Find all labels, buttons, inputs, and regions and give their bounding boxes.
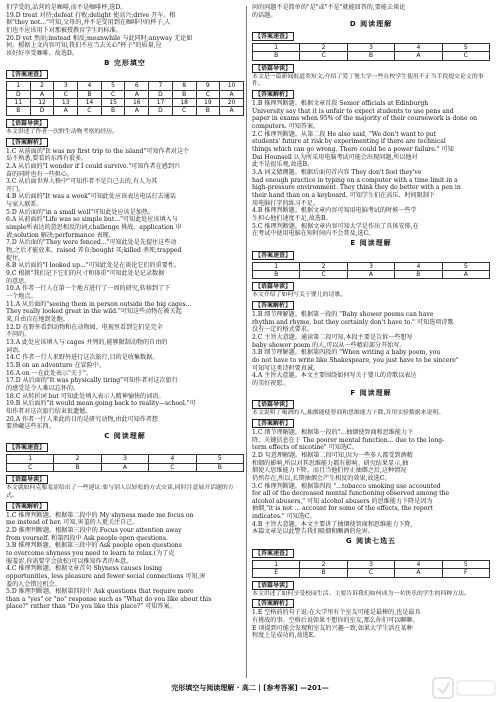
question-number-cell: 2 [54, 455, 101, 463]
answer-analysis-tag: 【答案解析】 [252, 599, 294, 608]
answer-cell: A [220, 90, 244, 98]
answer-quick-check-tag: 【答案速查】 [6, 70, 48, 79]
analysis-line: 5.D 推理判断题。根据第四段中 Ask questions that require more [6, 588, 194, 596]
answer-cell: A [54, 107, 78, 115]
section-c-title: C 阅读理解 [104, 431, 146, 440]
section-f-title: F 阅读理解 [350, 388, 392, 397]
answer-row [7, 463, 244, 471]
answer-cell: A [125, 107, 149, 115]
answer-cell: A [395, 569, 442, 577]
analysis-line: had enough practice in typing on a computer with a time limit in a [252, 176, 458, 184]
analysis-line: for all of the decreased mental functioning observed among the [252, 490, 450, 498]
question-number-cell: 11 [7, 99, 31, 107]
section-g-title: G 阅读七选五 [345, 537, 397, 546]
right-top-lines [252, 4, 490, 19]
analysis-line: 捉住。 [6, 254, 25, 262]
passage-guide-g: 本文讲述了如何享受校园生活。主要告诉我们如何成为一名快乐的学生的四种方法。 [252, 590, 470, 597]
analysis-line: simple所表达的意思相反的词,challenge 挑战。application 申 [6, 224, 182, 232]
analysis-line: paper in exams when 95% of the majority of their coursework is done on [252, 115, 478, 123]
answer-cell: B [172, 90, 196, 98]
passage-guide-c: 本文就如何克服羞涩给出了一些建议:要与别人以轻松的方式交谈,同时注意展开话题的方式。 [6, 485, 234, 499]
question-number-cell: 14 [78, 99, 102, 107]
analysis-line: 3.B 细节理解题。根据第四段的 "When writing a baby poem, you [252, 349, 441, 357]
question-number-cell: 3 [347, 43, 394, 51]
analysis-line: 2.C 主旨大意题。通读第二段可知,本段主要是告诉一些想写 [252, 334, 413, 341]
answer-analysis-tag: 【答案解析】 [6, 138, 48, 147]
analysis-line: 20.A 作者一行人来此的目的是研究动物,由此可知作者想 [6, 415, 159, 423]
answer-cell: A [347, 270, 394, 278]
analysis-line: 4.C 推理判断题。根据文章首句 Shyness causes losing [6, 565, 163, 573]
analysis-c [6, 512, 244, 612]
answer-row [253, 52, 490, 60]
analysis-line: from yourself. 和第四段中 Ask people open questions. [6, 534, 168, 542]
analysis-line: 奋的同时也有一些担心。 [6, 170, 74, 178]
analysis-line: 有挑战的事。空格后说如果不想你的室友,那么你们可以聊聊。 [252, 616, 419, 624]
answer-cell: F [442, 569, 489, 577]
analysis-line: 5.C 推理判断题。根据文章内容可知大学是作出了具体安排,在 [252, 222, 419, 230]
analysis-line: 13.A 此处应该填入与 cages 并列的,能够限制动物的自由的 [6, 338, 168, 346]
answer-cell: A [101, 463, 148, 471]
answer-cell: A [125, 90, 149, 98]
analysis-line: 此不是很乐观,故选B。 [252, 161, 314, 169]
question-number-cell: 1 [253, 43, 300, 51]
answer-analysis-tag: 【答案解析】 [6, 502, 48, 511]
analysis-line: 3.B 推理判断题。根据第三段中的 Ask people open questions [6, 542, 182, 550]
analysis-line: baby shower poem 的人,可以从一些精彩部分开始写。 [252, 341, 406, 349]
analysis-line: 8.B 从后面的"I looked up..."可知此处是在谈论它们的重要性。 [6, 262, 181, 270]
question-number-row [7, 82, 244, 90]
answer-row [253, 270, 490, 278]
analysis-line: 2.D 句意理解题。根据第二段可知,因为一些多人都受到酒精 [252, 451, 413, 459]
answer-cell: B [54, 463, 101, 471]
right-column [252, 4, 490, 640]
answer-table-b [6, 81, 244, 116]
analysis-line: their hand than on a keyboard. 可知学生们在高压、时间限制下 [252, 191, 436, 199]
passage-guide-tag: 【语篇导读】 [6, 475, 48, 484]
analysis-line: They really looked great in the wild."可知这些动物在被关起 [6, 308, 182, 316]
answer-analysis-tag: 【答案解析】 [252, 90, 294, 99]
question-number-cell: 2 [300, 43, 347, 51]
answer-cell: B [196, 107, 220, 115]
question-number-cell: 3 [101, 455, 148, 463]
question-number-cell: 2 [300, 560, 347, 568]
analysis-line: 5.D 从后面的"in a small well"可知此处应该是加热。 [6, 208, 155, 216]
analysis-line: things which can go wrong. There could be a power failure." 可知 [252, 146, 454, 154]
analysis-line: 开门。 [6, 185, 25, 193]
answer-cell: C [78, 107, 102, 115]
answer-cell: D [7, 90, 31, 98]
question-number-cell: 19 [196, 99, 220, 107]
analysis-line: 2.A 从后面的"I wonder if I could survive."可知作者在感到兴 [6, 162, 181, 170]
answer-cell: B [7, 107, 31, 115]
analysis-line: 程度上是成功的,故选E。 [252, 632, 320, 640]
passage-guide-d: 本文是一篇新闻报道类短文,介绍了爱丁堡大学一些在校学生使用不正当手段提交论文的事件。 [252, 73, 484, 88]
question-number-cell: 4 [78, 82, 102, 90]
passage-guide-e: 本文介绍了如何写关于婴儿的诗歌。 [252, 292, 347, 299]
text-line: 19.D treat 对待;defeat 打败;delight 使高兴;drive 开车。根 [6, 11, 176, 19]
analysis-line: 词语。 [6, 346, 25, 354]
question-number-cell: 15 [101, 99, 125, 107]
passage-guide-tag: 【语篇导读】 [6, 119, 48, 128]
text-line: 的话题。 [252, 11, 277, 19]
analysis-line: 的美好祝愿。 [252, 379, 289, 387]
analysis-line: 15.B on an adventure 在冒险中。 [6, 361, 105, 369]
analysis-line: 6.A 从前面的"Life was so simple but..."可知此处应该填入与 [6, 216, 178, 224]
analysis-line: 可知写这类诗时要真诚。 [252, 364, 320, 372]
answer-cell: B [395, 270, 442, 278]
answer-cell: B [101, 107, 125, 115]
question-number-cell: 17 [149, 99, 173, 107]
question-number-cell: 3 [347, 262, 394, 270]
analysis-line: 与家人联系。 [6, 201, 43, 209]
question-number-cell: 1 [7, 82, 31, 90]
text-line: 该好好享受咖啡。故选D。 [6, 49, 78, 57]
question-number-cell: 9 [196, 82, 220, 90]
section-e-title: E 阅读理解 [350, 238, 392, 247]
analysis-line: rhythm and rhyme, but they certainly don't have to." 可知选项诗歌 [252, 318, 454, 326]
section-b-title: B 完形填空 [104, 58, 146, 67]
analysis-line: 仍然存在,所以,长期抽烟会产生相反的效果,故选C。 [252, 474, 391, 482]
analysis-line: 3.C 推理判断题。根据第四段 "...tobacco smoking use accounted [252, 482, 441, 490]
analysis-line: 1.B 细节理解题。根据第一段的 "Baby shower poems can have [252, 311, 434, 319]
analysis-line: 抽烟,"it is not ... account for some of the effects, the report [252, 505, 433, 513]
analysis-line: 4.B 主旨大意题。本文主要讲了抽烟使智商和思维能力下降, [252, 520, 413, 528]
passage-guide-b: 本文讲述了作者一次野生动物考察的经历。 [6, 128, 118, 135]
analysis-line: 3.C 从后面世界人格中"可知作者不是自己去的,有人为其 [6, 178, 158, 186]
answer-cell: D [30, 107, 54, 115]
left-top-lines [6, 4, 244, 58]
passage-guide-tag: 【语篇导读】 [252, 400, 294, 409]
analysis-line: 1.E 空格前的句子说:在大学里有个室友可能是最棒的,也是最具 [252, 609, 421, 617]
question-number-row [253, 43, 490, 51]
question-number-cell: 2 [300, 262, 347, 270]
passage-guide-f: 本文说明了喝酒的人,抽烟能使智商和思维能力下降,并用实验数据来说明。 [252, 410, 445, 417]
column-divider [246, 6, 247, 678]
answer-cell: C [347, 569, 394, 577]
answer-cell: A [395, 52, 442, 60]
answer-cell: A [442, 270, 489, 278]
question-number-cell: 12 [30, 99, 54, 107]
answer-cell: C [300, 52, 347, 60]
analysis-line: 2.C 推理判断题。从第二段 He also said, "We don't want to put [252, 130, 437, 138]
answer-cell: D [149, 90, 173, 98]
question-number-cell: 5 [196, 455, 243, 463]
question-number-cell: 4 [395, 43, 442, 51]
text-line: 们学受的,品营的是咖啡,而不是咖啡杯,选D。 [6, 4, 127, 11]
question-number-cell: 8 [172, 82, 196, 90]
answer-cell: C [149, 463, 196, 471]
analysis-line: 来,自由自在地到处跑。 [6, 315, 69, 323]
analysis-line: opportunities, less pleasure and fewer social connections 可知,害 [6, 572, 206, 580]
answer-cell: C [442, 52, 489, 60]
text-line: 何。根据上文内容可知,我们不应当去关心"杯子"的质量,应 [6, 42, 162, 50]
analysis-line: 16.A on 一在此处表示"关于"。 [6, 369, 93, 377]
question-number-row [7, 99, 244, 107]
question-number-cell: 2 [30, 82, 54, 90]
analysis-line: high-pressure environment. They think they do better with a pen in [252, 184, 461, 192]
answer-cell: B [253, 270, 300, 278]
analysis-line: place?" rather than "Do you like this place?" 可知答案。 [6, 603, 176, 611]
question-number-cell: 5 [442, 43, 489, 51]
analysis-line: 3.A 词义猜测题。根据后面句首内容 They don't feel they've [252, 169, 422, 176]
analysis-line: 1.B 推理判断题。根据文章首段 Senior officials at Edinburgh [252, 100, 429, 108]
analysis-line: 岛不熟悉,要看的东西有很多。 [6, 155, 88, 163]
analysis-d [252, 100, 490, 238]
analysis-line: to overcome shyness you need to learn to relax.(为了克 [6, 549, 175, 557]
question-number-cell: 4 [395, 262, 442, 270]
question-number-cell: 4 [149, 455, 196, 463]
text-line: 20.D yet 然而;instead 相反;meanwhile 与此同时;anyway 无论如 [6, 34, 193, 42]
analysis-line: E 项提到可能会发现和室友的兴趣一致,如果大学生活在某种 [252, 624, 413, 632]
question-number-cell: 1 [253, 262, 300, 270]
analysis-line: 羞的人会错过机会。 [6, 580, 61, 588]
answer-cell: D [149, 107, 173, 115]
question-number-cell: 18 [172, 99, 196, 107]
text-line: 问的问题不是简单的"是"或"不是"就能回答的,要能去谈论 [252, 4, 406, 11]
analysis-line: than a "yes" or "no" response such as "What do you like about this [6, 595, 212, 603]
answer-quick-check-tag: 【答案速查】 [6, 443, 48, 452]
answer-quick-check-tag: 【答案速查】 [252, 251, 294, 260]
analysis-line: indicates." 可知选C。 [252, 513, 316, 521]
question-number-cell: 1 [7, 455, 54, 463]
analysis-line: 烟使人思维能力下降。而且当他们停止抽烟之后,这种情况 [252, 467, 407, 475]
question-number-cell: 3 [347, 560, 394, 568]
page-footer: 完形填空与阅读理解 · 高二 | [参考答案] —201— [171, 684, 329, 692]
analysis-line: 要珍藏这些东西。 [6, 423, 55, 431]
answer-cell: C [54, 90, 78, 98]
answer-cell: E [253, 569, 300, 577]
analysis-line: 降。关键信息在于 The poorer mental function... due to the long- [252, 436, 445, 444]
answer-cell: C [7, 463, 54, 471]
analysis-line: term effects of nicotine" 可知选C。 [252, 444, 358, 452]
question-number-row [7, 455, 244, 463]
question-number-cell: 1 [253, 560, 300, 568]
answer-row [7, 107, 244, 115]
text-line: 据"they not..."可知,父母的,并不是受用到在咖啡中的杯子,人 [6, 19, 171, 27]
answer-cell: B [347, 52, 394, 60]
question-number-cell: 10 [220, 82, 244, 90]
analysis-f [252, 429, 490, 536]
question-number-cell: 13 [54, 99, 78, 107]
answer-cell: C [196, 90, 220, 98]
analysis-b [6, 148, 244, 431]
analysis-line: students' future at risk by experimenting if there are technical [252, 138, 446, 146]
answer-analysis-tag: 【答案解析】 [252, 419, 294, 428]
analysis-line: 没有一定的格式要求。 [252, 326, 313, 334]
analysis-line: 19.B 从后面的"it would mean going back to reality—school."可 [6, 400, 196, 408]
answer-table-c [6, 454, 244, 472]
answer-analysis-tag: 【答案解析】 [252, 301, 294, 310]
analysis-line: 12.D 在野外看到动物和在动物园、电视里看到它们是完全 [6, 323, 163, 331]
answer-table-d [252, 43, 490, 61]
analysis-g [252, 609, 490, 640]
analysis-line: Dai Hounsell 认为所采用电脑考试可能会出现问题,所以他对 [252, 153, 418, 161]
analysis-line: 知作者对这次旅行结束很遗憾。 [6, 407, 92, 415]
analysis-line: 生担心他们速度不足,故选B。 [252, 214, 332, 222]
analysis-line: alcohol abusers," 可知 alcohol abusers 的思维能力下降是因为 [252, 497, 433, 505]
analysis-line: 物,之后才能放来。raised 养育;bought 买;killed 杀死;trapped [6, 247, 182, 255]
question-number-cell: 3 [54, 82, 78, 90]
analysis-line: 请;solution 解决;performance 表现。 [6, 231, 115, 239]
question-number-cell: 16 [125, 99, 149, 107]
question-number-row [253, 560, 490, 568]
question-number-row [253, 262, 490, 270]
question-number-cell: 6 [125, 82, 149, 90]
analysis-line: 4.B 推理判断题。根据文章内容可知用电脑考试的时候一些学 [252, 207, 417, 215]
answer-table-g [252, 560, 490, 578]
analysis-line: 服羞涩,你需要学会放松)可以推知作者的本意。 [6, 557, 133, 565]
text-line: 们也不应该用下对那被授教育学生的标准。 [6, 26, 122, 34]
question-number-cell: 7 [149, 82, 173, 90]
analysis-line: 1.C 从前面的"It was my first trip to the island"可知作者对这个 [6, 147, 190, 155]
answer-cell: B [300, 569, 347, 577]
answer-row [7, 90, 244, 98]
analysis-line: 2.D 推理判断题。根据第三段中的 Focus your attention away [6, 526, 182, 534]
analysis-line: 4.A 主旨大意题。本文主要围绕如何写关于婴儿的诗歌以表达 [252, 372, 417, 380]
answer-cell: B [78, 90, 102, 98]
answer-cell: B [196, 463, 243, 471]
answer-quick-check-tag: 【答案速查】 [252, 32, 294, 41]
left-column [6, 4, 244, 611]
analysis-line: 的意思。 [6, 277, 31, 285]
question-number-cell: 20 [220, 99, 244, 107]
analysis-line: 11.A 从后面的"seeing them in person outside the big cages... [6, 300, 192, 308]
answer-cell: A [220, 107, 244, 115]
watermark-logo-icon [432, 676, 498, 702]
question-number-cell: 5 [101, 82, 125, 90]
analysis-e [252, 311, 490, 388]
question-number-cell: 5 [442, 262, 489, 270]
analysis-line: 1.C 细节理解题。根据第一段的"...抽烟使智商和思维能力下 [252, 428, 414, 436]
passage-guide-tag: 【语篇导读】 [252, 282, 294, 291]
answer-cell: C [101, 90, 125, 98]
analysis-line: do not have to write like Shakespeare, you just have to be sincere" [252, 356, 459, 364]
answer-cell: C [300, 270, 347, 278]
analysis-line: 9.C 根据"我们记下它们的尺寸和体重"可知此处是记录数据 [6, 270, 165, 278]
answer-quick-check-tag: 【答案速查】 [252, 549, 294, 558]
analysis-line: 本篇文章是以此警告我们吸烟和酗酒的危害。 [252, 528, 374, 536]
analysis-line: 和烟的影响,所以对其思维能力都有影响。研究结果显示,抽 [252, 459, 409, 467]
analysis-line: 17.D 从后面的"It was physically tiring"可知作者对这次旅行 [6, 377, 178, 385]
passage-guide-tag: 【语篇导读】 [252, 64, 294, 73]
analysis-line: me instead of her. 可知,害羞的人更关注自己。 [6, 519, 139, 527]
question-number-cell: 5 [442, 560, 489, 568]
analysis-line: University say that it is unfair to expect students to use pens and [252, 107, 454, 115]
question-number-cell: 4 [395, 560, 442, 568]
analysis-line: 的感受是令人难以忘怀的。 [6, 384, 80, 392]
answer-cell: B [253, 52, 300, 60]
analysis-line: 用电脑打字的练习不足。 [252, 199, 320, 207]
analysis-line: 4.B 从后面的"It was a week"可知此处应该表达电话打去通话 [6, 193, 176, 201]
answer-table-e [252, 262, 490, 280]
analysis-line: computers. 可知答案。 [252, 123, 320, 131]
analysis-line: 7.D 从后面的"They were fenced..."可知此处是先提住这些动 [6, 239, 177, 247]
analysis-line: 不同的。 [6, 331, 31, 339]
answer-cell: A [30, 90, 54, 98]
passage-guide-tag: 【语篇导读】 [252, 581, 294, 590]
analysis-line: 在考试中使用电脑在短时间内不会普及,选C。 [252, 230, 375, 238]
analysis-line: 10.A 作者一行人在第一个地方进行了一周的研究,转移到了下 [6, 285, 171, 293]
analysis-line: 14.C 作者一行人来野外进行这次旅行,目的是收集数据。 [6, 354, 159, 362]
analysis-line: 18.C 从转折词 but 可知此处填入表示人精神愉快的词语。 [6, 392, 165, 400]
analysis-line: 1.C 推理判断题。根据第二段中的 My shyness made me focus on [6, 511, 194, 519]
analysis-line: 一个地点。 [6, 293, 37, 300]
answer-row [253, 569, 490, 577]
section-d-title: D 阅读理解 [349, 20, 393, 29]
answer-cell: C [172, 107, 196, 115]
